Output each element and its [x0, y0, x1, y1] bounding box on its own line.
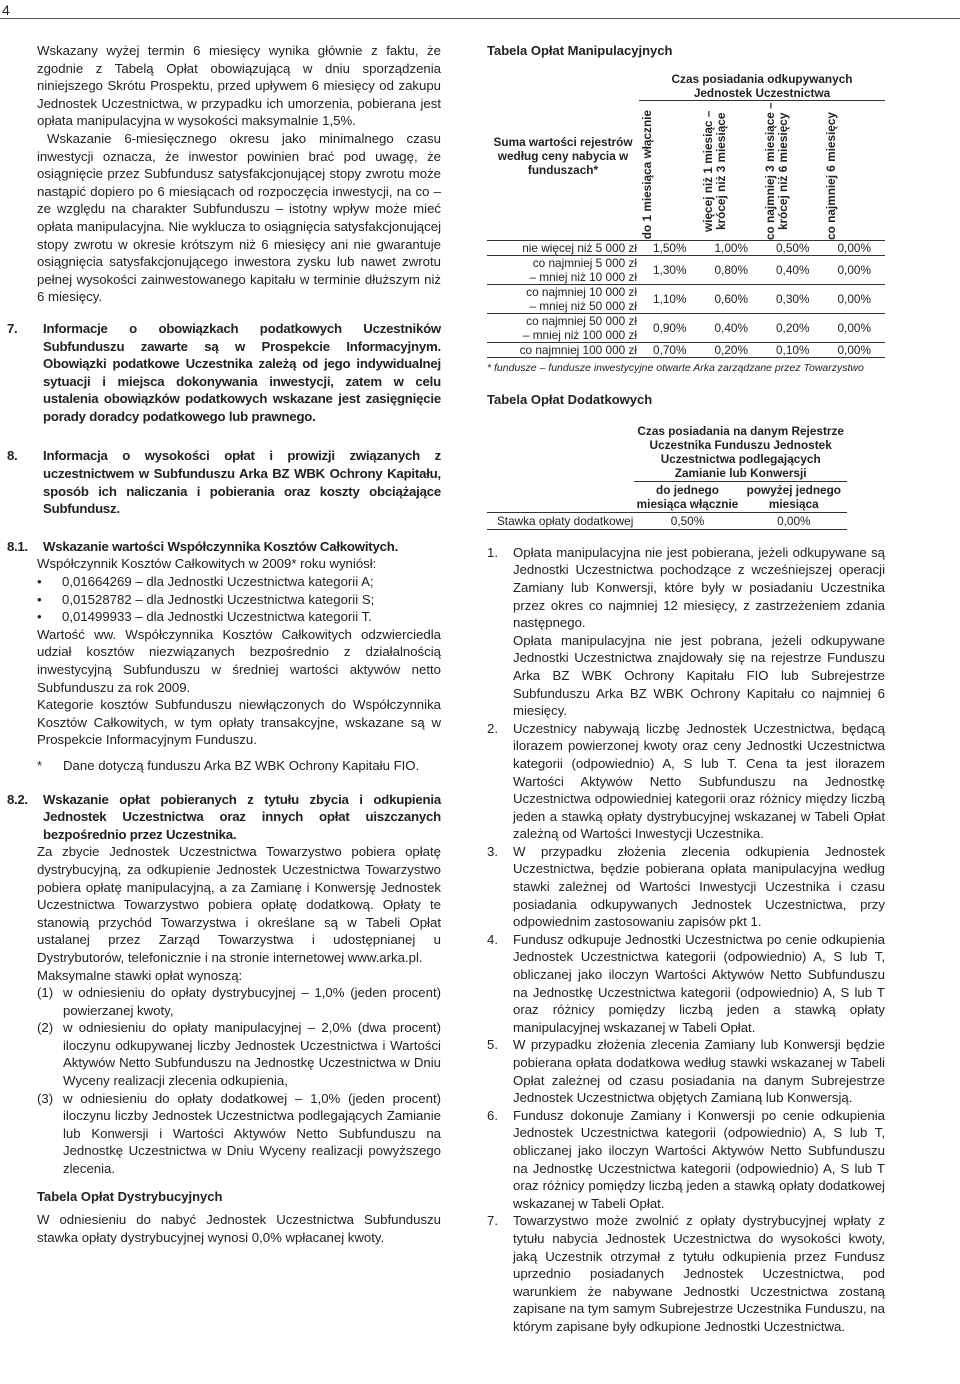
section-8-2-number: 8.2. — [7, 791, 28, 807]
section-8-1-number: 8.1. — [7, 538, 28, 554]
section-8-2-title: Wskazanie opłat pobieranych z tytułu zbycia i odkupienia Jednostek Uczestnictwa oraz innych opłat uiszczanych bezpośrednio przez Uczestnika. — [43, 791, 441, 842]
list-item: 4. Fundusz odkupuje Jednostki Uczestnictwa po cenie odkupienia Jednostek Uczestnictwa kategorii (odpowiednio) A, S lub T, obliczanej jako iloczyn Wartości Aktywów Netto Subfunduszu na Jednostkę Uczestnictwa kategorii (odpowiednio) A, S lub T oraz różnicy pomiędzy liczbą jeden a stawką opłaty manipulacyjnej wskazanej w Tabeli Opłat. — [487, 931, 885, 1035]
fees-paragraph-2: Maksymalne stawki opłat wynoszą: — [37, 967, 243, 983]
wkc-lead: Współczynnik Kosztów Całkowitych w 2009* roku wyniósł: — [37, 556, 377, 572]
fees-paragraph-1: Za zbycie Jednostek Uczestnictwa Towarzystwo pobiera opłatę dystrybucyjną, za odkupienie Jednostek Uczestnictwa Towarzystwo pobiera opłatę manipulacyjną, a za Zamianę i Konwersję Jednostek Uczestnictwa Towarzystwo pobiera opłatę dodatkową. Opłaty te stanowią przychód Towarzystwa i określane są w Tabeli Opłat ustalanej przez Zarząd Towarzystwa i udostępnianej u Dystrybutorów, telefonicznie i na stronie internetowej www.arka.pl. — [37, 844, 441, 965]
group-header: Czas posiadania odkupywanych Jednostek Uczestnictwa — [639, 72, 885, 101]
list-item: (3) w odniesieniu do opłaty dodatkowej – 1,0% (jeden procent) iloczynu liczby Jednostek Uczestnictwa podlegających Zamianie lub Konwersji i Wartości Aktywów Netto Subfunduszu na Jednostkę Uczestnictwa w Dniu Wyceny realizacji powyższego zlecenia. — [37, 1090, 441, 1177]
wkc-paragraph-2: Kategorie kosztów Subfunduszu niewłączonych do Współczynnika Kosztów Całkowitych, w tym opłaty transakcyjne, wskazane są w Prospekcie Informacyjnym Funduszu. — [37, 697, 441, 748]
footnote-text: Dane dotyczą funduszu Arka BZ WBK Ochrony Kapitału FIO. — [63, 757, 420, 773]
column-header: co najmniej 6 miesięcy — [824, 111, 839, 240]
manipulation-fee-table — [487, 72, 885, 358]
footnote — [37, 757, 441, 775]
list-item: 1. Opłata manipulacyjna nie jest pobierana, jeżeli odkupywane są Jednostki Uczestnictwa pochodzące z wcześniejszej operacji Zamiany lub Konwersji, które były w posiadaniu Uczestnika przez okres co najmniej 12 miesięcy, z zastrzeżeniem zdania następnego. Opłata manipulacyjna nie jest pobrana, jeżeli odkupywane Jednostki Uczestnictwa znajdowały się na rejestrze Funduszu Arka BZ WBK Ochrony Kapitału FIO lub Subrejestrze Subfunduszu Arka BZ WBK Ochrony Kapitału co najmniej 6 miesięcy. — [487, 544, 885, 719]
table-row: nie więcej niż 5 000 zł 1,50% 1,00% 0,50% 0,00% — [487, 240, 885, 255]
section-7-number: 7. — [7, 320, 18, 336]
max-fees-list — [37, 984, 441, 1178]
intro-paragraph-1: Wskazany wyżej termin 6 miesięcy wynika głównie z faktu, że zgodnie z Tabelą Opłat obowiązującą w dniu sporządzenia niniejszego Skrótu Prospektu, przed upływem 6 miesięcy od zakupu Jednostek Uczestnictwa, w przypadku ich umorzenia, pobierana jest opłata manipulacyjna w wysokości maksymalnie 1,5%. — [37, 43, 441, 129]
section-8-text: Informacja o wysokości opłat i prowizji związanych z uczestnictwem w Subfunduszu Arka BZ WBK Ochrony Kapitału, sposób ich naliczania i pobierania oraz koszty obciążające Subfundusz. — [43, 448, 441, 517]
distribution-table-title: Tabela Opłat Dystrybucyjnych — [37, 1188, 223, 1204]
header-rule — [0, 18, 960, 19]
notes-list — [487, 544, 885, 1336]
intro-paragraph-2: Wskazanie 6-miesięcznego okresu jako minimalnego czasu inwestycji oznacza, że inwestor powinien brać pod uwagę, że osiągnięcie przez Subfundusz satysfakcjonującej stopy zwrotu może nastąpić dopiero po 6 miesiącach od rozpoczęcia inwestycji, na co – ze względu na charakter Subfunduszu – istotny wpływ może mieć opłata manipulacyjna. Nie wyklucza to osiągnięcia satysfakcjonującej stopy zwrotu w okresie krótszym niż 6 miesięcy ani nie gwarantuje osiągnięcia satysfakcjonującego inwestora zysku lub nawet zwrotu pełnej wysokości zainwestowanego kapitału w terminie dłuższym niż 6 miesięcy. — [37, 130, 441, 305]
bullet-icon: • — [37, 591, 42, 607]
list-item: 5. W przypadku złożenia zlecenia Zamiany lub Konwersji będzie pobierana opłata dodatkowa według stawki wskazanej w Tabeli Opłat zależnej od czasu posiadania na danym Subrejestrze Jednostek Uczestnictwa objętych Zamianą lub Konwersją. — [487, 1037, 885, 1106]
row-header: Suma wartości rejestrów według ceny nabycia w funduszach* — [493, 134, 633, 177]
list-item: 7. Towarzystwo może zwolnić z opłaty dystrybucyjnej wpłaty z tytułu nabycia Jednostek Uczestnictwa do wysokości kwoty, jaką Uczestnik otrzymał z tytułu odkupienia przez Fundusz uprzednio posiadanych Jednostek Uczestnictwa, pod warunkiem że nabywane Jednostki Uczestnictwa zostaną zapisane na tym samym Subrejestrze Uczestnika Funduszu, na którym zapisane były odkupione Jednostki Uczestnictwa. — [487, 1213, 885, 1334]
wkc-paragraph-1: Wartość ww. Współczynnika Kosztów Całkowitych odzwierciedla udział kosztów niezwiązanych bezpośrednio z działalnością inwestycyjną Subfunduszu w średniej wartości aktywów netto Subfunduszu za rok 2009. — [37, 626, 441, 695]
table-row: Stawka opłaty dodatkowej 0,50% 0,00% — [487, 512, 847, 529]
wkc-list — [37, 573, 441, 626]
list-item: (1) w odniesieniu do opłaty dystrybucyjnej – 1,0% (jeden procent) powierzanej kwoty, — [37, 985, 441, 1018]
list-item: 3. W przypadku złożenia zlecenia odkupienia Jednostek Uczestnictwa, będzie pobierana opłata manipulacyjna według stawki zależnej od Wartości Inwestycji Uczestnika i czasu posiadania odkupywanych Jednostek Uczestnictwa, przy odpowiednim zastosowaniu zapisów pkt 1. — [487, 843, 885, 930]
bullet-icon: • — [37, 574, 42, 590]
additional-table-title: Tabela Opłat Dodatkowych — [487, 392, 653, 408]
section-8-2-heading — [7, 791, 441, 844]
table-row: co najmniej 5 000 zł – mniej niż 10 000 zł 1,30% 0,80% 0,40% 0,00% — [487, 255, 885, 284]
manipulation-table-title: Tabela Opłat Manipulacyjnych — [487, 43, 673, 58]
section-8-number: 8. — [7, 448, 18, 464]
column-header: powyżej jednego miesiąca — [746, 482, 842, 511]
list-item: 2. Uczestnicy nabywają liczbę Jednostek Uczestnictwa, będącą ilorazem powierzonej kwoty oraz ceny Jednostki Uczestnictwa kategorii (odpowiednio) A, S lub T. Cena ta jest ilorazem Wartości Aktywów Netto Subfunduszu na Jednostkę Uczestnictwa odpowiedniej kategorii oraz różnicy między liczbą jeden a stawką opłaty dystrybucyjnej wskazanej w Tabeli Opłat zależną od Wartości Inwestycji Uczestnika. — [487, 720, 885, 842]
section-7 — [7, 320, 441, 426]
left-column — [7, 42, 441, 1246]
table-row: co najmniej 10 000 zł – mniej niż 50 000 zł 1,10% 0,60% 0,30% 0,00% — [487, 284, 885, 313]
list-item: (2) w odniesieniu do opłaty manipulacyjnej – 2,0% (dwa procent) iloczynu odkupywanej liczby Jednostek Uczestnictwa i Wartości Aktywów Netto Subfunduszu na Jednostkę Uczestnictwa w Dniu Wyceny realizacji zlecenia odkupienia, — [37, 1020, 441, 1089]
bullet-icon: • — [37, 609, 42, 625]
section-8 — [7, 447, 441, 517]
column-header: do 1 miesiąca włącznie — [640, 110, 654, 240]
list-item: • 0,01528782 – dla Jednostki Uczestnictwa kategorii S; — [37, 591, 375, 607]
table-row: co najmniej 50 000 zł – mniej niż 100 000 zł 0,90% 0,40% 0,20% 0,00% — [487, 313, 885, 342]
section-8-1-heading — [7, 538, 441, 556]
column-header: do jednego miesiąca włącznie — [636, 482, 739, 511]
group-header: Czas posiadania na danym Rejestrze Uczestnika Funduszu Jednostek Uczestnictwa podlegających Zamianie lub Konwersji — [634, 423, 847, 482]
table-row: co najmniej 100 000 zł 0,70% 0,20% 0,10% 0,00% — [487, 342, 885, 357]
additional-fee-table — [487, 423, 847, 530]
list-item: • 0,01499933 – dla Jednostki Uczestnictwa kategorii T. — [37, 609, 372, 625]
right-column — [487, 42, 885, 1336]
page-number: 4 — [2, 2, 10, 18]
list-item: 6. Fundusz dokonuje Zamiany i Konwersji po cenie odkupienia Jednostek Uczestnictwa kategorii (odpowiednio) A, S lub T, obliczanej jako iloczyn Wartości Aktywów Netto Subfunduszu na Jednostkę Uczestnictwa kategorii (odpowiednio) A, S lub T oraz różnicy pomiędzy liczbą jeden a stawką opłaty dodatkowej wskazanej w Tabeli Opłat. — [487, 1107, 885, 1211]
section-8-1-title: Wskazanie wartości Współczynnika Kosztów Całkowitych. — [43, 538, 399, 554]
footnote-mark: * — [37, 757, 43, 773]
table-footnote: * fundusze – fundusze inwestycyjne otwarte Arka zarządzane przez Towarzystwo — [487, 361, 864, 374]
column-header: więcej niż 1 miesiąc – krócej niż 3 miesiące — [701, 109, 729, 232]
distribution-text: W odniesieniu do nabyć Jednostek Uczestnictwa Subfunduszu stawka opłaty dystrybucyjnej wynosi 0,0% wpłacanej kwoty. — [37, 1212, 441, 1245]
column-header: co najmniej 3 miesiące – krócej niż 6 miesięcy — [762, 101, 790, 240]
list-item: • 0,01664269 – dla Jednostki Uczestnictwa kategorii A; — [37, 574, 374, 590]
section-7-text: Informacje o obowiązkach podatkowych Uczestników Subfunduszu zawarte są w Prospekcie Informacyjnym. Obowiązki podatkowe Uczestnika zależą od jego indywidualnej sytuacji i miejsca dokonywania inwestycji, zatem w celu ustalenia obowiązków podatkowych wskazane jest zasięgnięcie porady doradcy podatkowego lub prawnego. — [43, 320, 441, 424]
